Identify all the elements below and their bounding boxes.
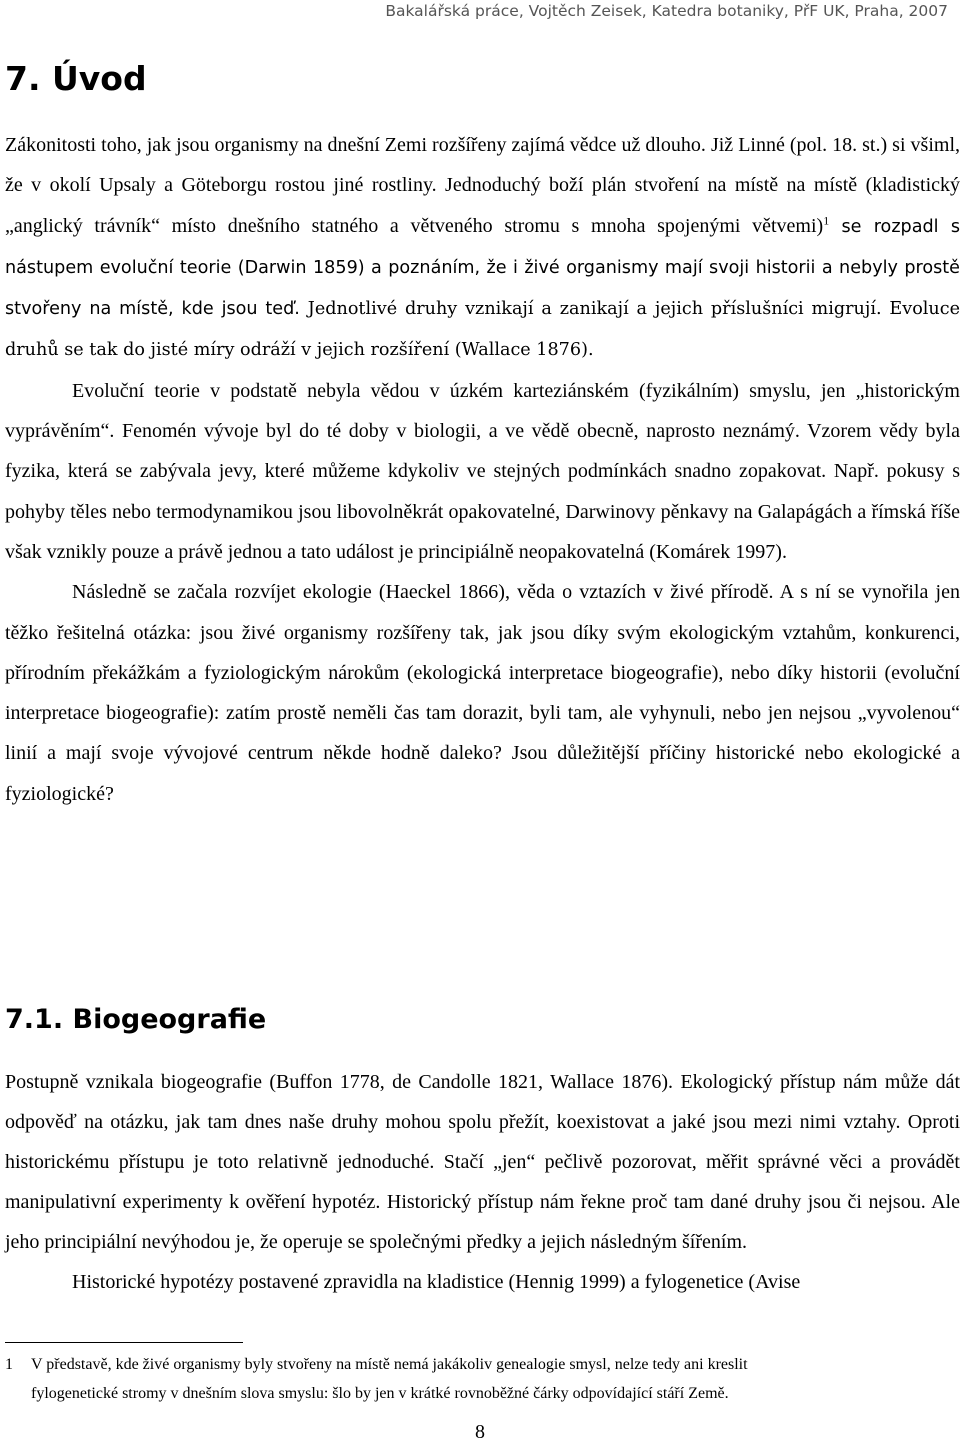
page-number: 8 xyxy=(475,1421,485,1443)
footnote-line xyxy=(5,1350,945,1379)
paragraph-text: se rozpadl s nástupem evoluční teorie (Darwin 1859) a poznáním, že i živé organismy mají svoji historii a nebyly prostě stvořeny na místě, kde jsou teď. xyxy=(5,216,960,320)
intro-paragraph-3: Následně se začala rozvíjet ekologie (Haeckel 1866), věda o vztazích v živé přírodě. A s ní se vynořila jen těžko řešitelná otázka: jsou živé organismy rozšířeny tak, jak jsou díky svým ekologickým vztahům, konkurenci, přírodním překážkám a fyziologickým nárokům (ekologická interpretace biogeografie), nebo díky historii (evoluční interpretace biogeografie): zatím prostě neměli čas tam dorazit, byli tam, ale vyhynuli, nebo jen nejsou „vyvolenou“ linií a mají svoje vývojové centrum někde hodně daleko? Jsou důležitější příčiny historické nebo ekologické a fyziologické? xyxy=(5,581,960,805)
biogeography-paragraph-2: Historické hypotézy postavené zpravidla na kladistice (Hennig 1999) a fylogenetice (Avise xyxy=(72,1271,801,1293)
running-header: Bakalářská práce, Vojtěch Zeisek, Katedra botaniky, PřF UK, Praha, 2007 xyxy=(385,2,948,20)
biogeography-paragraph-1: Postupně vznikala biogeografie (Buffon 1778, de Candolle 1821, Wallace 1876). Ekologický přístup nám může dát odpověď na otázku, jak tam dnes naše druhy mohou spolu přežít, koexistovat a jaké jsou mezi nimi vztahy. Oproti historickému přístupu je toto relativně jednoduché. Stačí „jen“ pečlivě pozorovat, měřit správné věci a provádět manipulativní experimenty k ověření hypotéz. Historický přístup nám řekne proč tam dané druhy jsou či nejsou. Ale jeho principiální nevýhodou je, že operuje se společnými předky a jejich následným šířením. xyxy=(5,1071,960,1253)
intro-paragraph-1 xyxy=(5,125,960,371)
section-title: 7. Úvod xyxy=(5,59,147,98)
paragraph-text: Jednotlivé druhy vznikají a zanikají a jejich příslušníci migrují. Evoluce druhů se tak do jisté míry odráží v jejich rozšíření (Wallace 1876). xyxy=(5,299,960,361)
biogeography-body xyxy=(5,1062,960,1302)
subsection-title: 7.1. Biogeografie xyxy=(5,1004,267,1035)
intro-body xyxy=(5,125,960,814)
footnote-text-continued: fylogenetické stromy v dnešním slova smyslu: šlo by jen v krátké rovnoběžné čárky odpovídající stáří Země. xyxy=(31,1385,729,1402)
footnote-text: V představě, kde živé organismy byly stvořeny na místě nemá jakákoliv genealogie smysl, nelze tedy ani kreslit xyxy=(31,1356,748,1373)
paragraph-text: Zákonitosti toho, jak jsou organismy na dnešní Zemi rozšířeny zajímá vědce už dlouho. Již Linné (pol. 18. st.) si všiml, že v okolí Upsaly a Göteborgu rostou jiné rostliny. Jednoduchý boží plán stvoření na místě na místě (kladistický „anglický trávník“ místo dnešního statného a větveného stromu s mnoha spojenými větvemi) xyxy=(5,134,960,237)
footnote-reference: 1 xyxy=(823,212,830,227)
footnote-separator xyxy=(5,1342,243,1343)
intro-paragraph-2: Evoluční teorie v podstatě nebyla vědou v úzkém karteziánském (fyzikálním) smyslu, jen „historickým vyprávěním“. Fenomén vývoje byl do té doby v biologii, a ve vědě obecně, naprosto neznámý. Vzorem vědy byla fyzika, která se zabývala jevy, které můžeme kdykoliv ve stejných podmínkách snadno zopakovat. Např. pokusy s pohyby těles nebo termodynamikou jsou libovolněkrát opakovatelné, Darwinovy pěnkavy na Galapágách a římská říše však vznikly pouze a právě jednou a tato událost je principiálně neopakovatelná (Komárek 1997). xyxy=(5,379,960,563)
footnote-number: 1 xyxy=(5,1356,13,1373)
footnote xyxy=(5,1350,945,1408)
